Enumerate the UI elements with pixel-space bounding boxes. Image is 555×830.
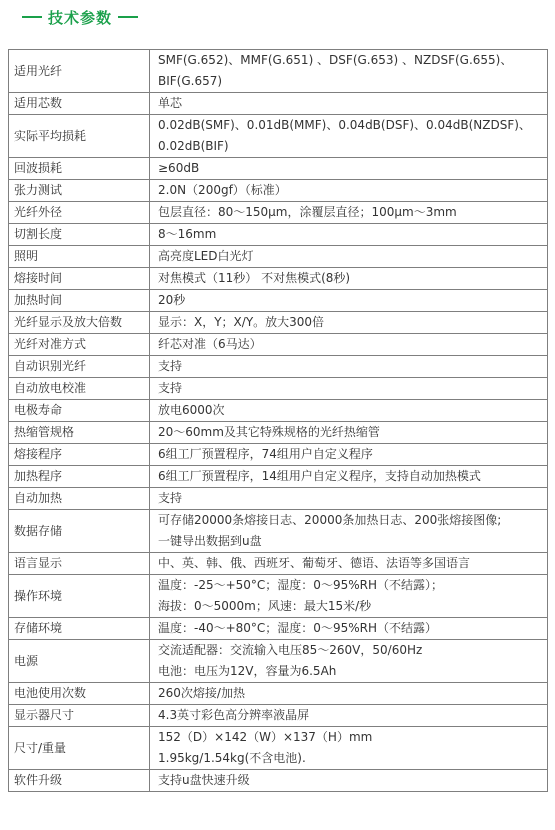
spec-label: 适用芯数: [9, 93, 150, 115]
spec-value-line: 电池：电压为12V，容量为6.5Ah: [158, 664, 337, 678]
spec-label: 适用光纤: [9, 50, 150, 93]
spec-value-line: 20～60mm及其它特殊规格的光纤热缩管: [158, 425, 380, 439]
spec-value-line: BIF(G.657): [158, 74, 223, 88]
spec-label: 光纤外径: [9, 202, 150, 224]
spec-row: [9, 422, 548, 444]
spec-value: [150, 575, 548, 618]
spec-label: 热缩管规格: [9, 422, 150, 444]
spec-row: [9, 334, 548, 356]
spec-label: 自动加热: [9, 488, 150, 510]
spec-value: [150, 224, 548, 246]
spec-label: 实际平均损耗: [9, 115, 150, 158]
spec-value: [150, 553, 548, 575]
header-left-rule: [22, 16, 42, 18]
spec-row: [9, 356, 548, 378]
header-right-rule: [118, 16, 138, 18]
spec-row: [9, 290, 548, 312]
spec-value-line: 6组工厂预置程序，14组用户自定义程序，支持自动加热模式: [158, 469, 481, 483]
spec-label: 照明: [9, 246, 150, 268]
spec-value: [150, 158, 548, 180]
spec-row: [9, 115, 548, 158]
spec-value-line: 温度：-40～+80°C；湿度：0～95%RH（不结露）: [158, 621, 437, 635]
spec-value: [150, 312, 548, 334]
spec-row: [9, 640, 548, 683]
spec-value-line: 2.0N（200gf）（标准）: [158, 183, 287, 197]
spec-label: 电池使用次数: [9, 683, 150, 705]
spec-value: [150, 268, 548, 290]
section-title: 技术参数: [48, 8, 113, 27]
spec-label: 存储环境: [9, 618, 150, 640]
spec-value: [150, 115, 548, 158]
spec-value-line: 高亮度LED白光灯: [158, 249, 254, 263]
spec-label: 软件升级: [9, 770, 150, 792]
spec-row: [9, 50, 548, 93]
spec-value-line: 温度：-25～+50°C；湿度：0～95%RH（不结露）；: [158, 578, 443, 592]
spec-value-line: SMF(G.652)、MMF(G.651) 、DSF(G.653) 、NZDSF(G.655)、: [158, 53, 513, 67]
spec-label: 切割长度: [9, 224, 150, 246]
spec-value: [150, 422, 548, 444]
spec-value-line: 6组工厂预置程序，74组用户自定义程序: [158, 447, 373, 461]
spec-value-line: 0.02dB(SMF)、0.01dB(MMF)、0.04dB(DSF)、0.04dB(NZDSF)、: [158, 118, 531, 132]
spec-value-line: 纤芯对准（6马达）: [158, 337, 262, 351]
spec-label: 熔接时间: [9, 268, 150, 290]
spec-value: [150, 727, 548, 770]
spec-row: [9, 400, 548, 422]
spec-row: [9, 312, 548, 334]
spec-value: [150, 356, 548, 378]
spec-row: [9, 488, 548, 510]
spec-label: 尺寸/重量: [9, 727, 150, 770]
spec-row: [9, 683, 548, 705]
spec-value-line: 支持: [158, 491, 183, 505]
spec-value: [150, 510, 548, 553]
spec-label: 电极寿命: [9, 400, 150, 422]
spec-value: [150, 180, 548, 202]
spec-label: 光纤对准方式: [9, 334, 150, 356]
spec-label: 自动放电校准: [9, 378, 150, 400]
spec-row: [9, 466, 548, 488]
spec-row: [9, 268, 548, 290]
spec-value-line: 8～16mm: [158, 227, 217, 241]
spec-row: [9, 510, 548, 553]
spec-value-line: 一键导出数据到u盘: [158, 534, 262, 548]
spec-row: [9, 158, 548, 180]
spec-row: [9, 93, 548, 115]
spec-value: [150, 400, 548, 422]
spec-value: [150, 640, 548, 683]
spec-row: [9, 553, 548, 575]
spec-label: 自动识别光纤: [9, 356, 150, 378]
spec-label: 回波损耗: [9, 158, 150, 180]
spec-value-line: 4.3英寸彩色高分辨率液晶屏: [158, 708, 310, 722]
spec-value-line: 支持: [158, 359, 183, 373]
spec-value-line: 支持: [158, 381, 183, 395]
spec-row: [9, 618, 548, 640]
spec-value: [150, 378, 548, 400]
spec-value: [150, 93, 548, 115]
spec-value-line: 对焦模式（11秒） 不对焦模式(8秒): [158, 271, 351, 285]
spec-row: [9, 727, 548, 770]
spec-value: [150, 202, 548, 224]
spec-row: [9, 224, 548, 246]
spec-value-line: 支持u盘快速升级: [158, 773, 250, 787]
spec-value: [150, 770, 548, 792]
spec-label: 数据存储: [9, 510, 150, 553]
spec-value-line: 包层直径：80～150μm，涂覆层直径；100μm～3mm: [158, 205, 457, 219]
spec-value: [150, 246, 548, 268]
spec-value-line: 1.95kg/1.54kg(不含电池).: [158, 751, 306, 765]
spec-value-line: 260次熔接/加热: [158, 686, 245, 700]
spec-label: 加热程序: [9, 466, 150, 488]
spec-table-body: [9, 50, 548, 792]
spec-label: 张力测试: [9, 180, 150, 202]
spec-table: [8, 49, 548, 792]
spec-row: [9, 246, 548, 268]
spec-value: [150, 334, 548, 356]
spec-label: 显示器尺寸: [9, 705, 150, 727]
spec-label: 语言显示: [9, 553, 150, 575]
spec-row: [9, 770, 548, 792]
spec-row: [9, 444, 548, 466]
spec-value: [150, 488, 548, 510]
spec-label: 加热时间: [9, 290, 150, 312]
spec-value-line: 单芯: [158, 96, 183, 110]
spec-value-line: 海拔：0～5000m；风速：最大15米/秒: [158, 599, 372, 613]
spec-label: 电源: [9, 640, 150, 683]
section-header: [22, 6, 138, 28]
spec-value-line: 152（D）×142（W）×137（H）mm: [158, 730, 373, 744]
spec-value: [150, 290, 548, 312]
spec-row: [9, 202, 548, 224]
spec-value-line: 中、英、韩、俄、西班牙、葡萄牙、德语、法语等多国语言: [158, 556, 471, 570]
spec-label: 光纤显示及放大倍数: [9, 312, 150, 334]
spec-value: [150, 444, 548, 466]
spec-value: [150, 705, 548, 727]
spec-value-line: 显示：X，Y；X/Y。放大300倍: [158, 315, 325, 329]
spec-row: [9, 705, 548, 727]
spec-value-line: 放电6000次: [158, 403, 225, 417]
spec-label: 熔接程序: [9, 444, 150, 466]
spec-value-line: ≥60dB: [158, 161, 200, 175]
spec-label: 操作环境: [9, 575, 150, 618]
spec-value: [150, 466, 548, 488]
spec-value: [150, 618, 548, 640]
spec-value-line: 20秒: [158, 293, 186, 307]
spec-row: [9, 575, 548, 618]
spec-row: [9, 378, 548, 400]
spec-value-line: 可存储20000条熔接日志、20000条加热日志、200张熔接图像;: [158, 513, 502, 527]
spec-value-line: 0.02dB(BIF): [158, 139, 229, 153]
spec-row: [9, 180, 548, 202]
spec-value-line: 交流适配器：交流输入电压85～260V，50/60Hz: [158, 643, 423, 657]
spec-value: [150, 683, 548, 705]
spec-value: [150, 50, 548, 93]
